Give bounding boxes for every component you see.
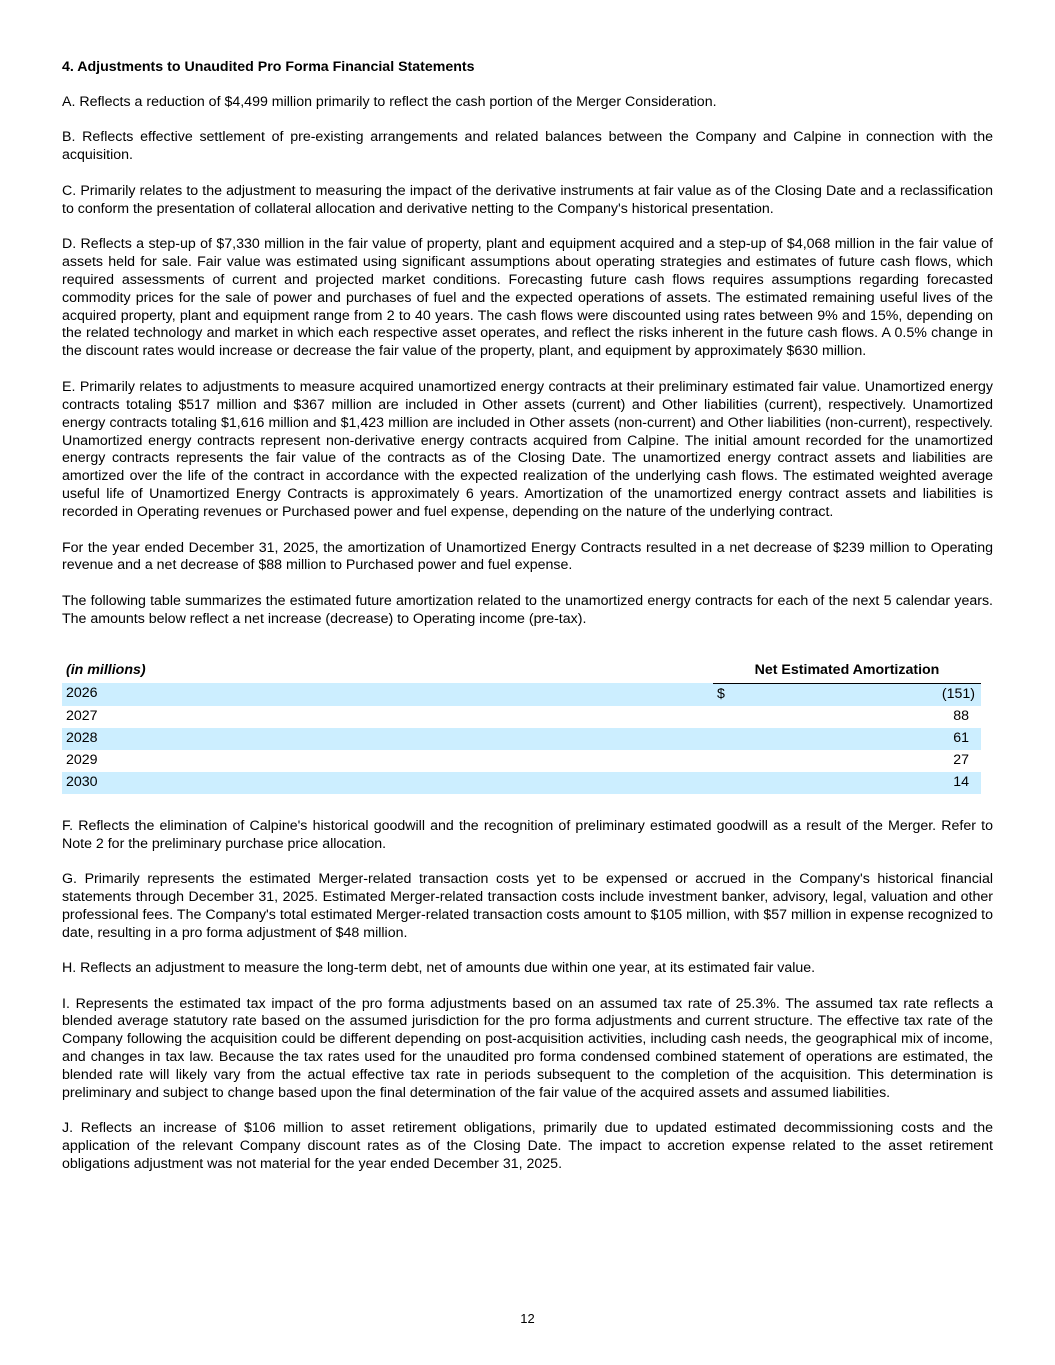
row-value: 88 bbox=[953, 707, 969, 724]
row-year: 2030 bbox=[62, 772, 713, 794]
row-value: 27 bbox=[953, 751, 969, 768]
paragraph-h: H. Reflects an adjustment to measure the long-term debt, net of amounts due within one year, at its estimated fair value. bbox=[62, 960, 816, 977]
amortization-table-wrapper bbox=[62, 662, 993, 794]
paragraph-table-intro: The following table summarizes the estimated future amortization related to the unamortized energy contracts for each of the next 5 calendar years. The amounts below reflect a net increase (decrease) to Operating income (pre-tax). bbox=[62, 592, 993, 627]
row-amount bbox=[713, 706, 981, 728]
paragraph-f: F. Reflects the elimination of Calpine's historical goodwill and the recognition of preliminary estimated goodwill as a result of the Merger. Refer to Note 2 for the preliminary purchase price allocation. bbox=[62, 817, 993, 852]
row-amount bbox=[713, 683, 981, 706]
page-number: 12 bbox=[520, 1311, 535, 1326]
document-page bbox=[62, 59, 993, 1192]
row-year: 2029 bbox=[66, 751, 98, 768]
row-value: 61 bbox=[953, 729, 969, 746]
header-net-estimated-amortization: Net Estimated Amortization bbox=[713, 662, 981, 684]
amortization-table bbox=[62, 662, 981, 794]
table-row bbox=[62, 750, 981, 772]
paragraph-g: G. Primarily represents the estimated Merger-related transaction costs yet to be expensed or accrued in the Company's historical financial statements through December 31, 2025. Estimated Merger-related transaction costs include investment banker, advisory, legal, valuation and other professional fees. The Company's total estimated Merger-related transaction costs amount to $105 million, with $57 million in expense recognized to date, resulting in a pro forma adjustment of $48 million. bbox=[62, 870, 993, 941]
row-year: 2026 bbox=[62, 683, 713, 706]
row-amount bbox=[713, 772, 981, 794]
paragraph-j: J. Reflects an increase of $106 million to asset retirement obligations, primarily due to updated estimated decommissioning costs and the application of the relevant Company discount rates as of the Closing Date. The impact to accretion expense related to the asset retirement obligations adjustment was not material for the year ended December 31, 2025. bbox=[62, 1120, 993, 1173]
paragraph-i: I. Represents the estimated tax impact of the pro forma adjustments based on an assumed tax rate of 25.3%. The assumed tax rate reflects a blended average statutory rate based on the assumed jurisdiction for the pro forma adjustments and current structure. The effective tax rate of the Company following the acquisition could be different depending on post-acquisition activities, including cash needs, the geographical mix of income, and changes in tax law. Because the tax rates used for the unaudited pro forma condensed combined statement of operations are estimated, the blended rate will likely vary from the actual effective tax rate in periods subsequent to the completion of the acquisition. This determination is preliminary and subject to change based upon the final determination of the fair value of the acquired assets and assumed liabilities. bbox=[62, 995, 993, 1102]
paragraph-amortization-2025: For the year ended December 31, 2025, the amortization of Unamortized Energy Contracts resulted in a net decrease of $239 million to Operating revenue and a net decrease of $88 million to Purchased power and fuel expense. bbox=[62, 539, 993, 574]
section-heading: 4. Adjustments to Unaudited Pro Forma Financial Statements bbox=[62, 59, 475, 75]
header-in-millions: (in millions) bbox=[66, 661, 146, 678]
row-value: (151) bbox=[941, 685, 975, 702]
paragraph-c: C. Primarily relates to the adjustment to measuring the impact of the derivative instruments at fair value as of the Closing Date and a reclassification to conform the presentation of collateral allocation and derivative netting to the Company's historical presentation. bbox=[62, 182, 993, 217]
table-row bbox=[62, 706, 981, 728]
table-row bbox=[62, 683, 981, 706]
row-year: 2027 bbox=[66, 707, 98, 724]
currency-symbol: $ bbox=[717, 685, 725, 702]
table-row bbox=[62, 772, 981, 794]
table-row bbox=[62, 728, 981, 750]
row-amount bbox=[713, 750, 981, 772]
row-amount bbox=[713, 728, 981, 750]
paragraph-b: B. Reflects effective settlement of pre-existing arrangements and related balances between the Company and Calpine in connection with the acquisition. bbox=[62, 129, 993, 164]
row-value: 14 bbox=[953, 773, 969, 790]
table-header-row bbox=[62, 662, 981, 684]
paragraph-e: E. Primarily relates to adjustments to measure acquired unamortized energy contracts at their preliminary estimated fair value. Unamortized energy contracts totaling $517 million and $367 million are included in Other assets (current) and Other liabilities (current), respectively. Unamortized energy contracts totaling $1,616 million and $1,423 million are included in Other assets (non-current) and Other liabilities (non-current), respectively. Unamortized energy contracts represent non-derivative energy contracts acquired from Calpine. The initial amount recorded for the unamortized energy contracts represents the fair value of the contracts as of the Closing Date. The unamortized energy contract assets and liabilities are amortized over the life of the contract in accordance with the expected realization of the underlying cash flows. The estimated weighted average useful life of Unamortized Energy Contracts is approximately 6 years. Amortization of the unamortized energy contract assets and liabilities is recorded in Operating revenues or Purchased power and fuel expense, depending on the nature of the underlying contract. bbox=[62, 378, 993, 521]
row-year: 2028 bbox=[62, 728, 713, 750]
paragraph-a: A. Reflects a reduction of $4,499 million primarily to reflect the cash portion of the Merger Consideration. bbox=[62, 93, 717, 110]
paragraph-d: D. Reflects a step-up of $7,330 million in the fair value of property, plant and equipment acquired and a step-up of $4,068 million in the fair value of assets held for sale. Fair value was estimated using significant assumptions about operating strategies and estimates of future cash flows, which required assessments of current and projected market conditions. Forecasting future cash flows requires assumptions regarding forecasted commodity prices for the sale of power and purchases of fuel and the expected operations of assets. The estimated remaining useful lives of the acquired property, plant and equipment range from 2 to 40 years. The cash flows were discounted using rates between 9% and 15%, depending on the related technology and market in which each respective asset operates, and reflect the risks inherent in the future cash flows. A 0.5% change in the discount rates would increase or decrease the fair value of the property, plant, and equipment by approximately $630 million. bbox=[62, 235, 993, 360]
